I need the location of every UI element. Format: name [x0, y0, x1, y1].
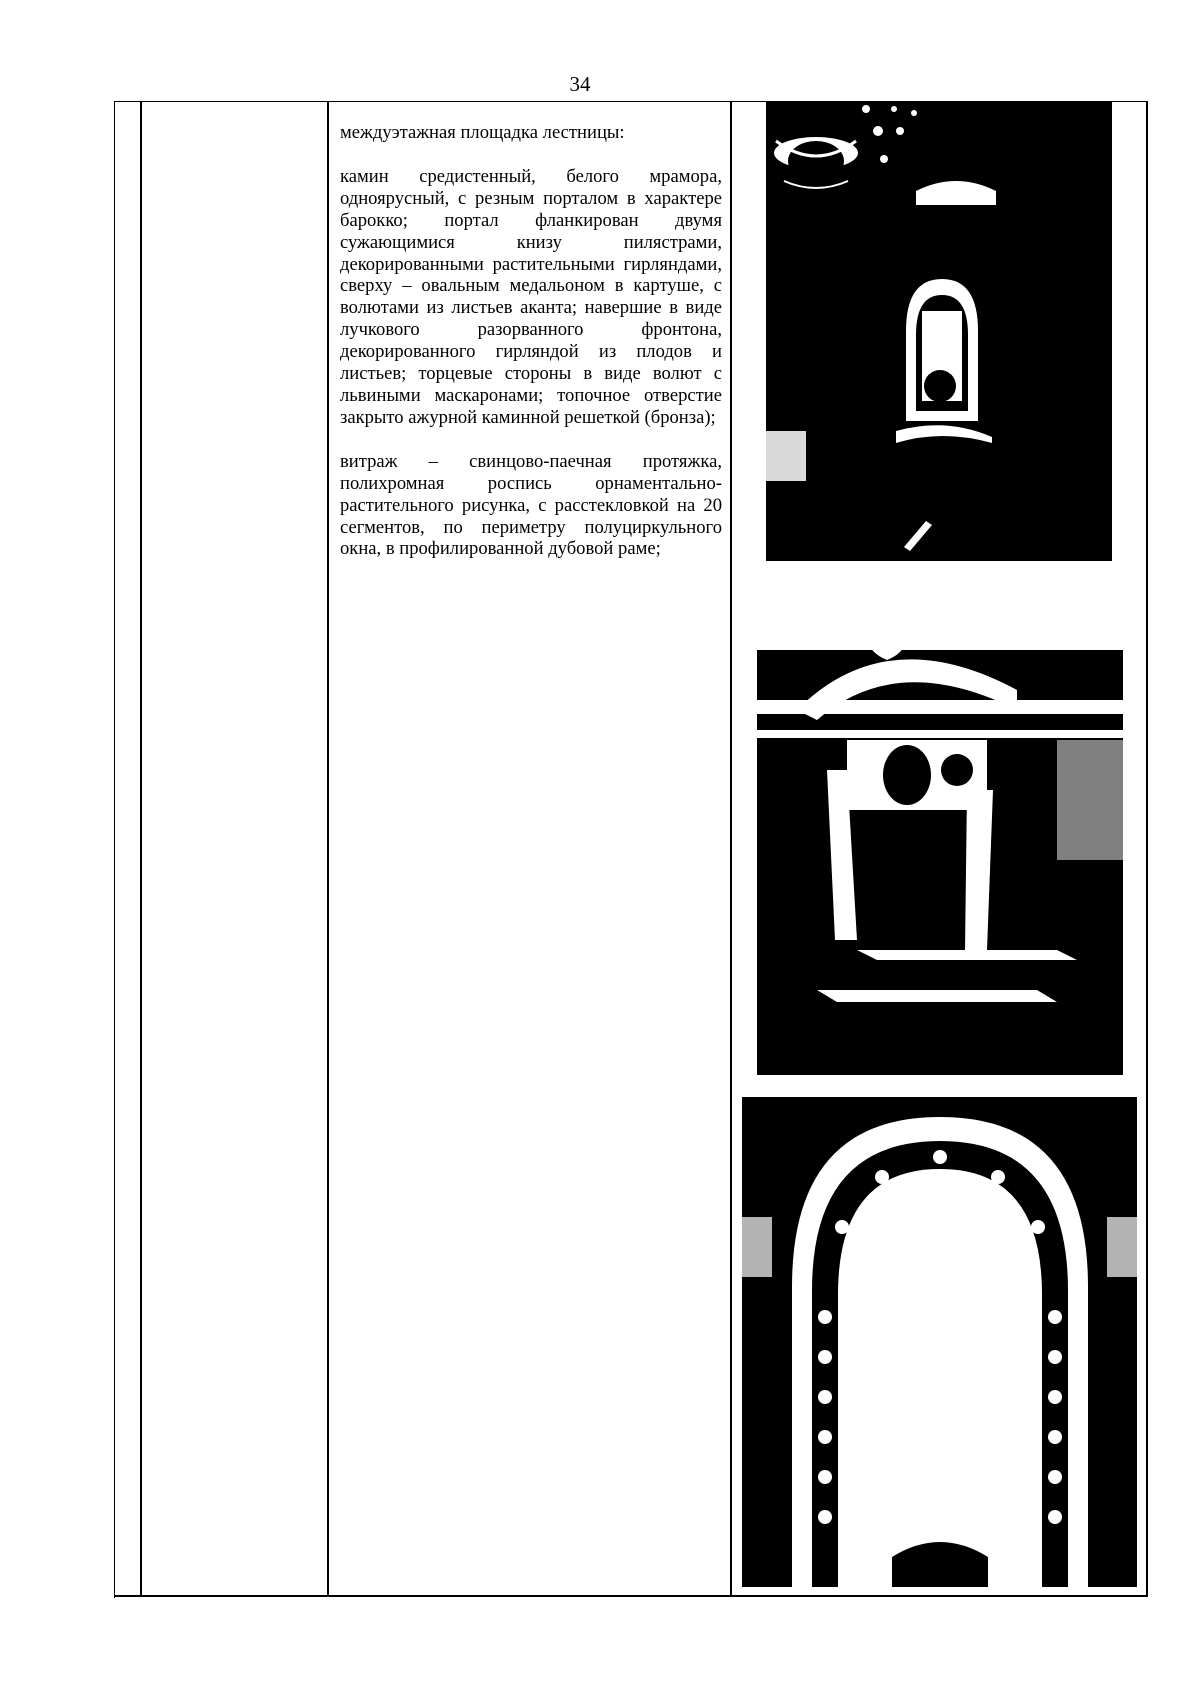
stained-glass-description: витраж – свинцово-паечная протяжка, полихромная роспись орнаментально-растительного рисунка, с расстекловкой на 20 сегментов, по периметру полуциркульного окна, в профилированной дубовой раме;: [340, 450, 722, 560]
table-column-divider: [327, 101, 329, 1597]
fireplace-description: камин средистенный, белого мрамора, одноярусный, с резным порталом в характере барокко; портал фланкирован двумя сужающимися книзу пилястрами, декорированными растительными гирляндами, сверху – овальным медальоном в картуше, с волютами из листьев аканта; навершие в виде лучкового разорванного фронтона, декорированного гирляндой из плодов и листьев; торцевые стороны в виде волют с львиными маскаронами; топочное отверстие закрыто ажурной каминной решеткой (бронза);: [340, 165, 722, 428]
table-column-divider: [140, 101, 142, 1597]
table-bottom-border: [114, 1595, 1148, 1597]
table-right-border: [1146, 101, 1148, 1597]
marble-fireplace-photo: [757, 590, 1123, 1075]
page-number: 34: [569, 72, 591, 96]
stained-glass-arch-window-photo: [742, 1097, 1137, 1587]
staircase-landing-window-photo: [766, 101, 1112, 561]
section-heading: междуэтажная площадка лестницы:: [340, 122, 625, 143]
description-cell: [340, 122, 722, 582]
table-column-divider: [730, 101, 732, 1597]
